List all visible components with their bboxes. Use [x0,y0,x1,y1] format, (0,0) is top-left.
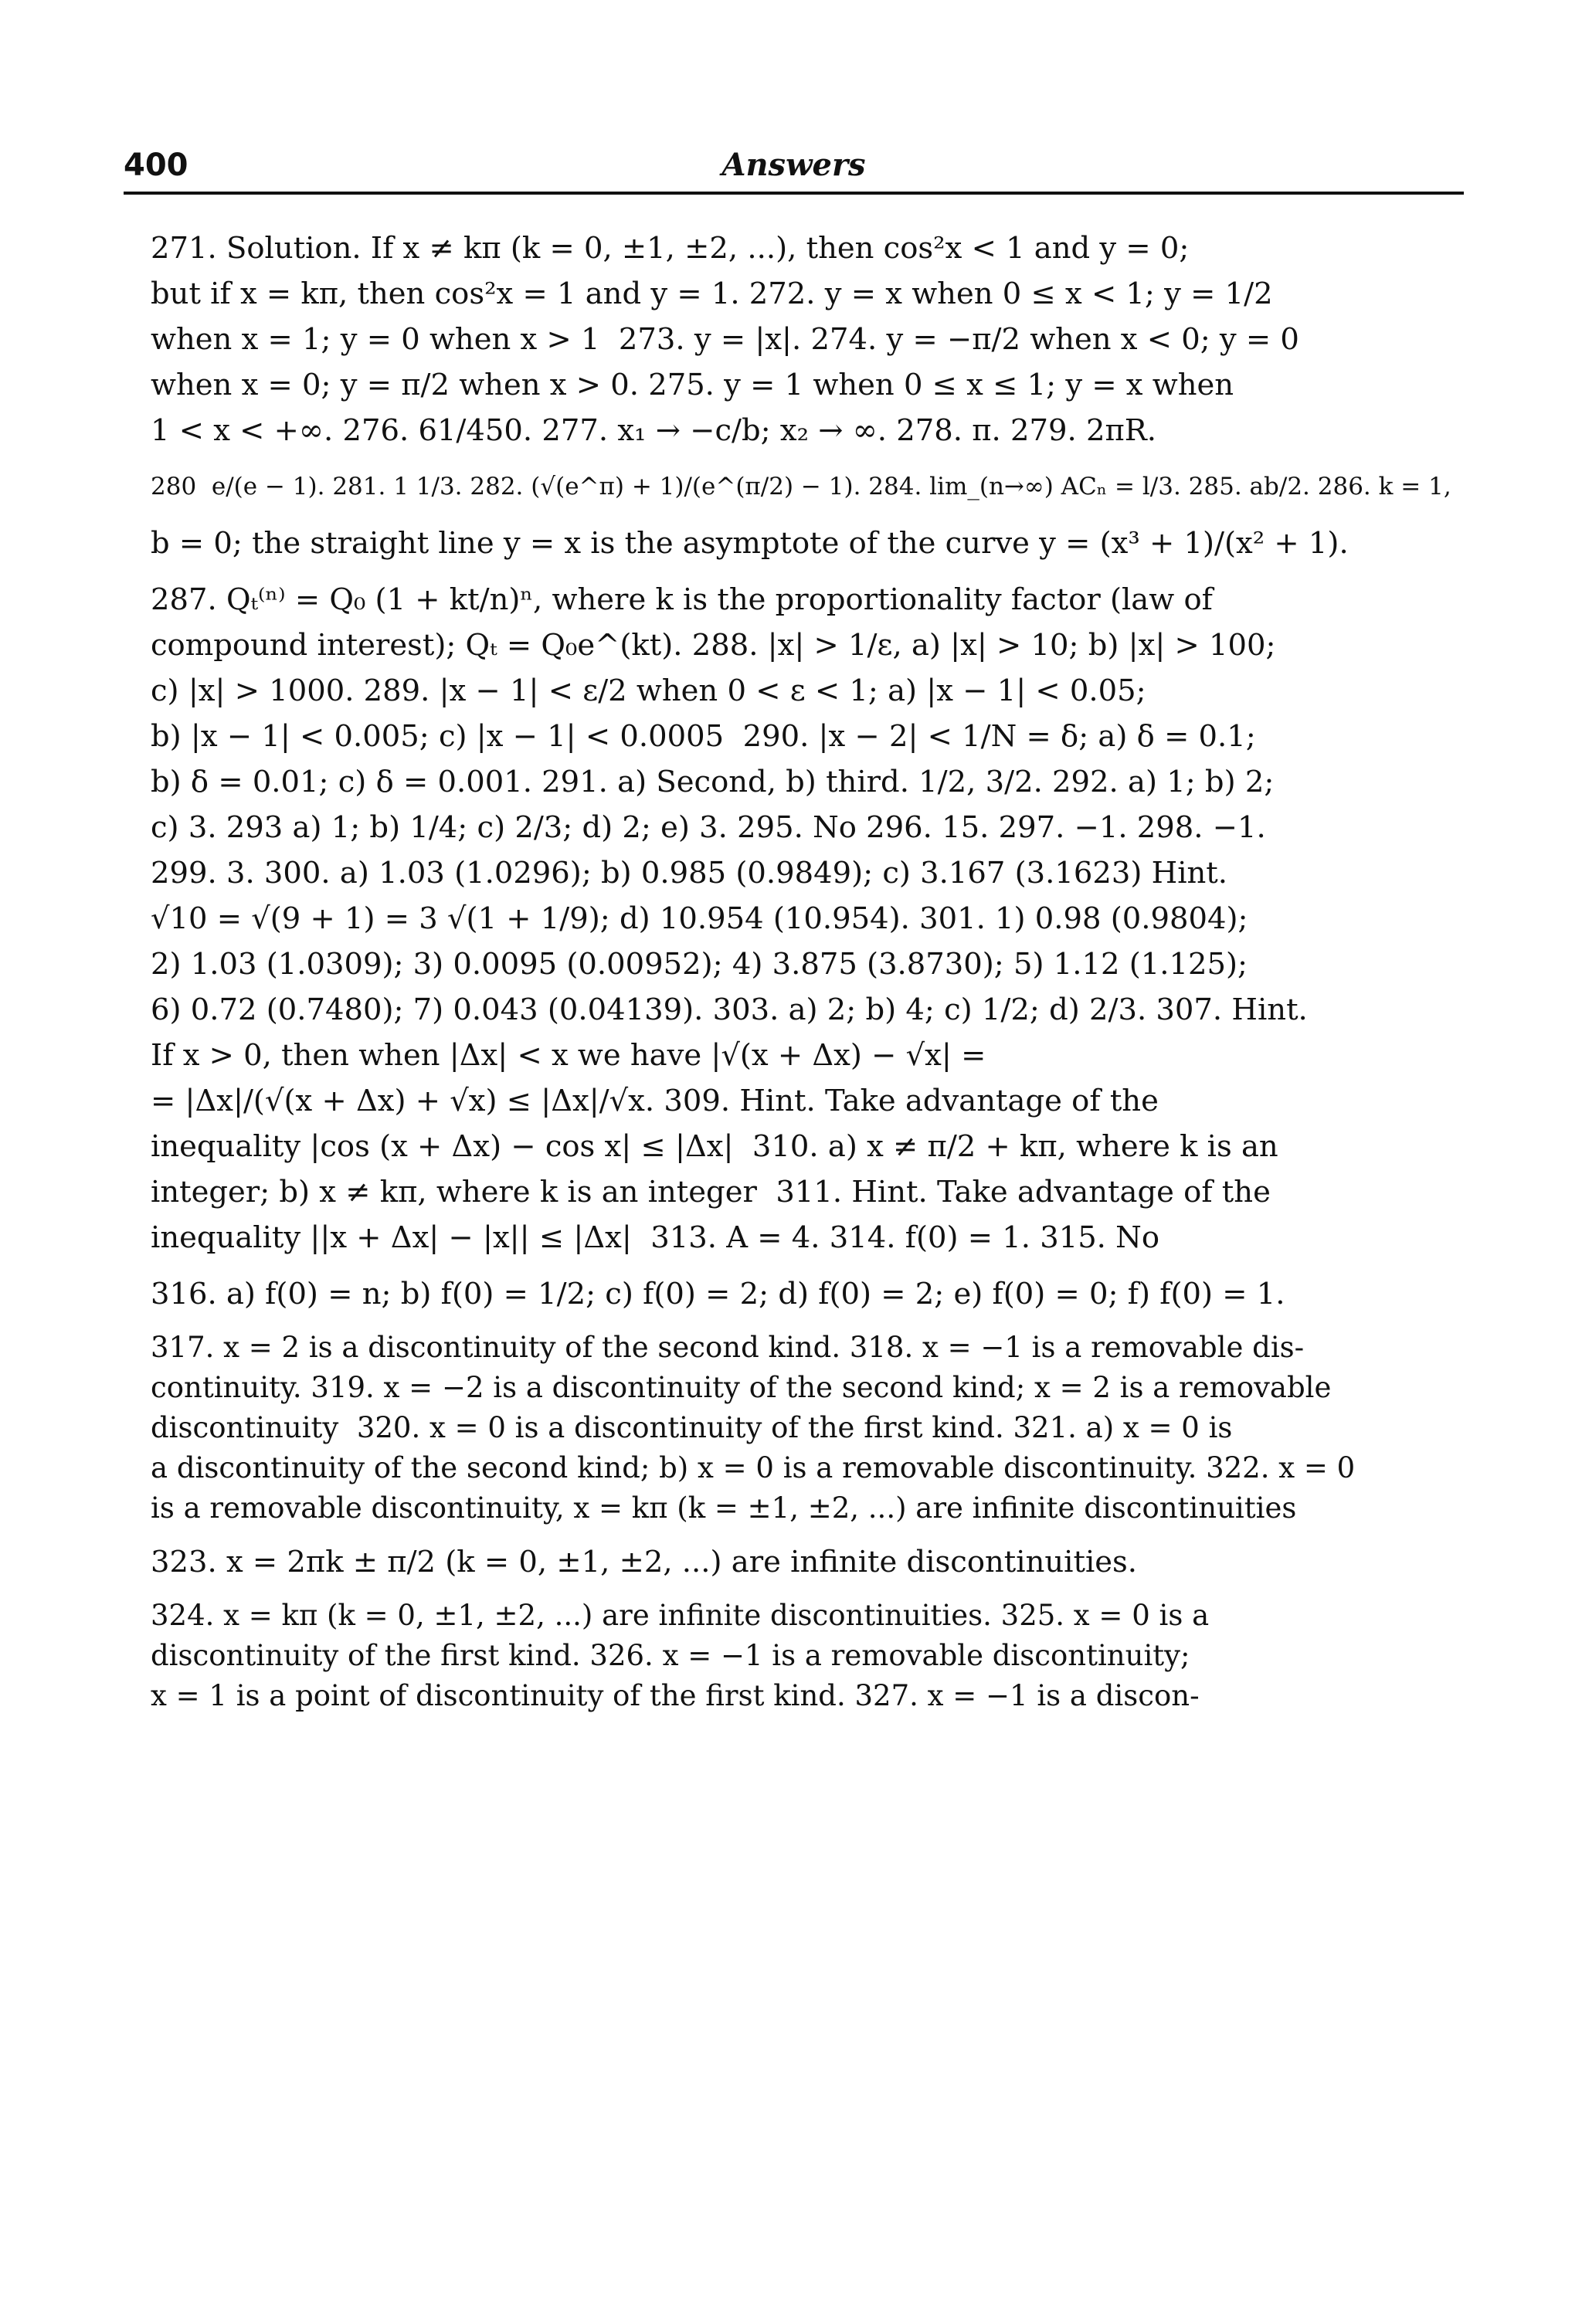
text-line: but if x = kπ, then cos²x = 1 and y = 1. 272. y = x when 0 ≤ x < 1; y = 1/2 [151,277,1273,311]
text-line: when x = 1; y = 0 when x > 1 273. y = |x|. 274. y = −π/2 when x < 0; y = 0 [151,322,1299,357]
text-line: compound interest); Qₜ = Q₀e^(kt). 288. |x| > 1/ε, a) |x| > 10; b) |x| > 100; [151,628,1276,663]
text-line: integer; b) x ≠ kπ, where k is an integer 311. Hint. Take advantage of the [151,1175,1271,1209]
text-line: b) |x − 1| < 0.005; c) |x − 1| < 0.0005 290. |x − 2| < 1/N = δ; a) δ = 0.1; [151,719,1256,754]
text-line: a discontinuity of the second kind; b) x = 0 is a removable discontinuity. 322. x = 0 [151,1451,1356,1484]
text-line: when x = 0; y = π/2 when x > 0. 275. y = 1 when 0 ≤ x ≤ 1; y = x when [151,368,1234,402]
text-line: discontinuity of the first kind. 326. x = −1 is a removable discontinuity; [151,1639,1190,1672]
text-line: 323. x = 2πk ± π/2 (k = 0, ±1, ±2, ...) are infinite discontinuities. [151,1545,1138,1579]
text-line: 324. x = kπ (k = 0, ±1, ±2, ...) are infinite discontinuities. 325. x = 0 is a [151,1599,1210,1632]
text-line: 280 e/(e − 1). 281. 1 1/3. 282. (√(e^π) + 1)/(e^(π/2) − 1). 284. lim_(n→∞) ACₙ = l/3. 285. ab/2. 286. k = 1, [151,473,1451,500]
text-line: 287. Qₜ⁽ⁿ⁾ = Q₀ (1 + kt/n)ⁿ, where k is the proportionality factor (law of [151,582,1213,617]
text-line: c) 3. 293 a) 1; b) 1/4; c) 2/3; d) 2; e) 3. 295. No 296. 15. 297. −1. 298. −1. [151,810,1266,845]
text-line: 299. 3. 300. a) 1.03 (1.0296); b) 0.985 (0.9849); c) 3.167 (3.1623) Hint. [151,856,1228,891]
text-line: 316. a) f(0) = n; b) f(0) = 1/2; c) f(0) = 2; d) f(0) = 2; e) f(0) = 0; f) f(0) = 1. [151,1277,1285,1311]
text-line: 2) 1.03 (1.0309); 3) 0.0095 (0.00952); 4) 3.875 (3.8730); 5) 1.12 (1.125); [151,947,1248,982]
page-header [124,145,1464,185]
header-rule [124,192,1464,195]
text-line: 271. Solution. If x ≠ kπ (k = 0, ±1, ±2, ...), then cos²x < 1 and y = 0; [151,231,1190,266]
text-line: x = 1 is a point of discontinuity of the first kind. 327. x = −1 is a discon- [151,1679,1200,1712]
answers-text [151,226,1464,2272]
text-line: If x > 0, then when |Δx| < x we have |√(x + Δx) − √x| = [151,1038,986,1073]
text-line: is a removable discontinuity, x = kπ (k = ±1, ±2, ...) are infinite discontinuities [151,1491,1297,1525]
text-line: 1 < x < +∞. 276. 61/450. 277. x₁ → −c/b; x₂ → ∞. 278. π. 279. 2πR. [151,413,1157,448]
page-number: 400 [124,148,188,183]
text-line: b) δ = 0.01; c) δ = 0.001. 291. a) Second, b) third. 1/2, 3/2. 292. a) 1; b) 2; [151,765,1275,799]
text-line: discontinuity 320. x = 0 is a discontinuity of the first kind. 321. a) x = 0 is [151,1411,1233,1444]
text-line: 317. x = 2 is a discontinuity of the second kind. 318. x = −1 is a removable dis- [151,1331,1305,1364]
running-head: Answers [721,147,866,183]
text-line: inequality |cos (x + Δx) − cos x| ≤ |Δx| 310. a) x ≠ π/2 + kπ, where k is an [151,1129,1278,1164]
text-line: b = 0; the straight line y = x is the asymptote of the curve y = (x³ + 1)/(x² + 1). [151,526,1349,561]
text-line: continuity. 319. x = −2 is a discontinuity of the second kind; x = 2 is a removable [151,1371,1332,1404]
text-line: = |Δx|/(√(x + Δx) + √x) ≤ |Δx|/√x. 309. Hint. Take advantage of the [151,1084,1159,1118]
text-line: c) |x| > 1000. 289. |x − 1| < ε/2 when 0 < ε < 1; a) |x − 1| < 0.05; [151,673,1146,708]
text-line: inequality ||x + Δx| − |x|| ≤ |Δx| 313. A = 4. 314. f(0) = 1. 315. No [151,1220,1160,1255]
text-line: √10 = √(9 + 1) = 3 √(1 + 1/9); d) 10.954 (10.954). 301. 1) 0.98 (0.9804); [151,901,1248,936]
text-line: 6) 0.72 (0.7480); 7) 0.043 (0.04139). 303. a) 2; b) 4; c) 1/2; d) 2/3. 307. Hint. [151,992,1308,1027]
